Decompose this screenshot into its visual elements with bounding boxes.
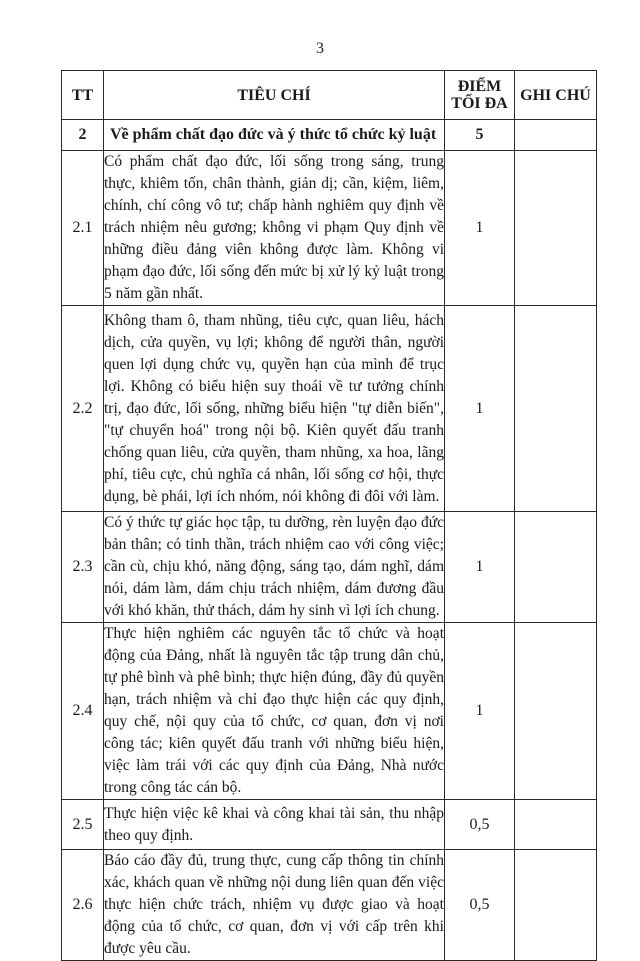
header-max-score-line2: TỐI ĐA <box>451 95 508 112</box>
row-criteria-text: Có phẩm chất đạo đức, lối sống trong sáng, trung thực, khiêm tốn, chân thành, giản dị; cần, kiệm, liêm, chính, chí công vô tư; chấp hành nghiêm quy định về trách nhiệm nêu gương; không vi phạm Quy định về những điều đảng viên không được làm. Không vi phạm đạo đức, lối sống đến mức bị xử lý kỷ luật trong 5 năm gần nhất. <box>104 151 445 306</box>
table-row <box>62 512 597 623</box>
table-row <box>62 800 597 850</box>
section-title: Về phẩm chất đạo đức và ý thức tổ chức kỷ luật <box>104 120 445 151</box>
row-note <box>515 850 597 961</box>
section-tt: 2 <box>62 120 104 151</box>
table-row <box>62 850 597 961</box>
section-row <box>62 120 597 151</box>
row-score: 1 <box>445 623 515 800</box>
row-score: 1 <box>445 151 515 306</box>
row-tt: 2.4 <box>62 623 104 800</box>
row-criteria-text: Báo cáo đầy đủ, trung thực, cung cấp thông tin chính xác, khách quan về những nội dung liên quan đến việc thực hiện chức trách, nhiệm vụ được giao và hoạt động của tổ chức, cơ quan, đơn vị với cấp trên khi được yêu cầu. <box>104 850 445 961</box>
row-tt: 2.2 <box>62 306 104 512</box>
row-note <box>515 800 597 850</box>
row-score: 1 <box>445 512 515 623</box>
header-row <box>62 71 597 120</box>
row-note <box>515 623 597 800</box>
row-criteria-text: Không tham ô, tham nhũng, tiêu cực, quan liêu, hách dịch, cửa quyền, vụ lợi; không để người thân, người quen lợi dụng chức vụ, quyền hạn của mình để trục lợi. Không có biểu hiện suy thoái về tư tưởng chính trị, đạo đức, lối sống, những biểu hiện "tự diễn biến", "tự chuyển hoá" trong nội bộ. Kiên quyết đấu tranh chống quan liêu, cửa quyền, tham nhũng, xa hoa, lãng phí, tiêu cực, chủ nghĩa cá nhân, lối sống cơ hội, thực dụng, bè phái, lợi ích nhóm, nói không đi đôi với làm. <box>104 306 445 512</box>
header-notes: GHI CHÚ <box>515 71 597 120</box>
header-tt: TT <box>62 71 104 120</box>
row-tt: 2.5 <box>62 800 104 850</box>
row-note <box>515 306 597 512</box>
section-note <box>515 120 597 151</box>
row-note <box>515 151 597 306</box>
row-tt: 2.1 <box>62 151 104 306</box>
page-number: 3 <box>316 40 324 57</box>
table-row <box>62 306 597 512</box>
row-tt: 2.3 <box>62 512 104 623</box>
table-row <box>62 151 597 306</box>
row-note <box>515 512 597 623</box>
row-score: 1 <box>445 306 515 512</box>
table-row <box>62 623 597 800</box>
section-score: 5 <box>445 120 515 151</box>
row-criteria-text: Thực hiện việc kê khai và công khai tài sản, thu nhập theo quy định. <box>104 800 445 850</box>
row-tt: 2.6 <box>62 850 104 961</box>
header-criteria: TIÊU CHÍ <box>104 71 445 120</box>
row-score: 0,5 <box>445 800 515 850</box>
criteria-table <box>61 70 597 961</box>
row-criteria-text: Có ý thức tự giác học tập, tu dưỡng, rèn luyện đạo đức bản thân; có tinh thần, trách nhiệm cao với công việc; cần cù, chịu khó, năng động, sáng tạo, dám nghĩ, dám nói, dám làm, dám chịu trách nhiệm, dám đương đầu với khó khăn, thử thách, dám hy sinh vì lợi ích chung. <box>104 512 445 623</box>
row-score: 0,5 <box>445 850 515 961</box>
row-criteria-text: Thực hiện nghiêm các nguyên tắc tổ chức và hoạt động của Đảng, nhất là nguyên tắc tập trung dân chủ, tự phê bình và phê bình; thực hiện đúng, đầy đủ quyền hạn, trách nhiệm và chỉ đạo thực hiện các quy định, quy chế, nội quy của tổ chức, cơ quan, đơn vị nơi công tác; kiên quyết đấu tranh với những biểu hiện, việc làm trái với các quy định của Đảng, Nhà nước trong công tác cán bộ. <box>104 623 445 800</box>
header-max-score <box>445 71 515 120</box>
header-max-score-line1: ĐIỂM <box>457 78 502 95</box>
